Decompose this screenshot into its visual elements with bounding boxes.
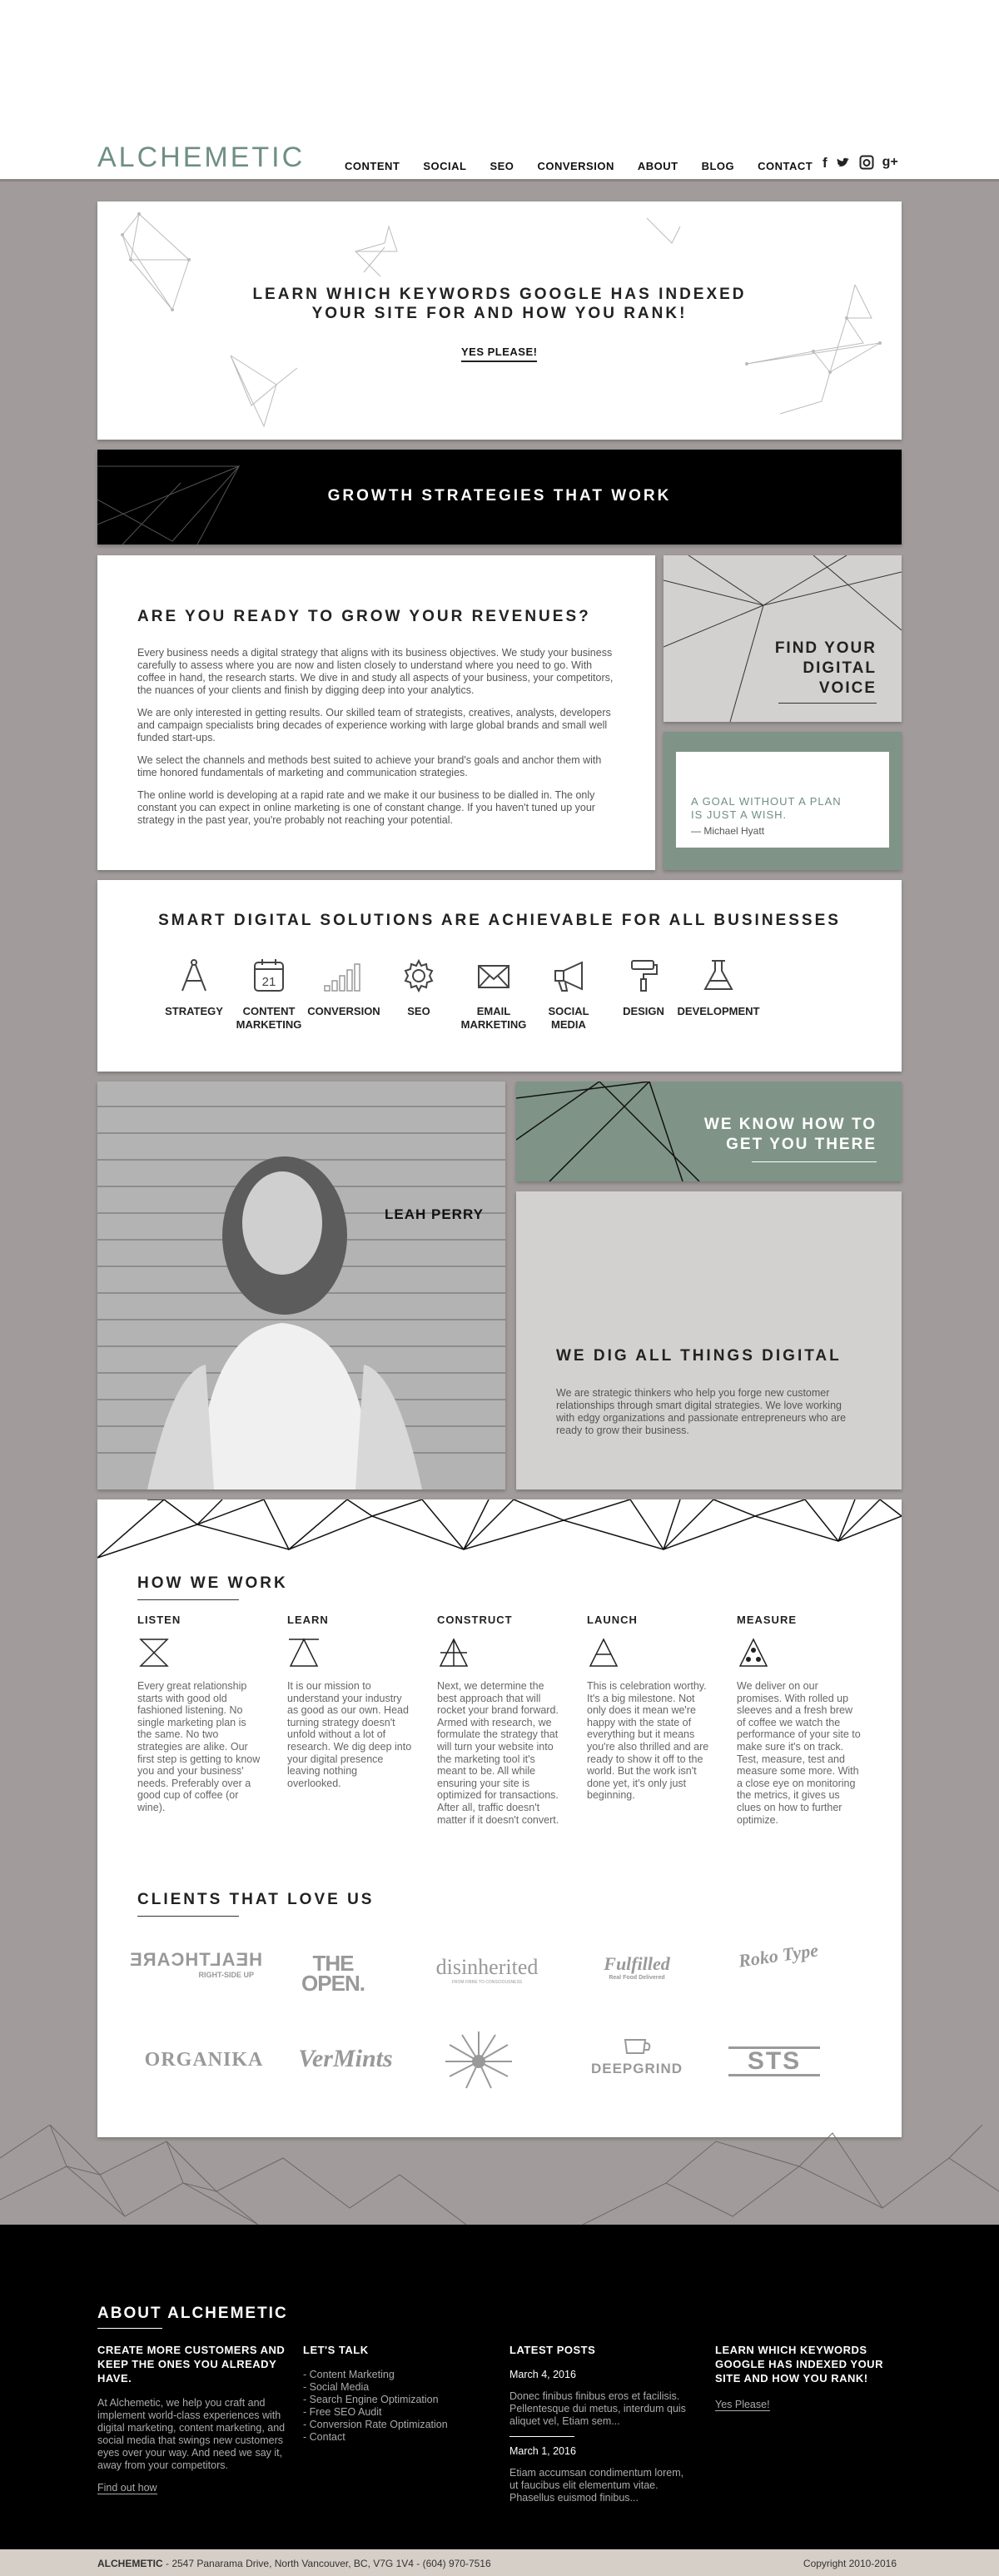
how-title: HOW WE WORK bbox=[137, 1574, 288, 1592]
brick-wall-background bbox=[97, 1082, 505, 1489]
megaphone-icon bbox=[550, 957, 587, 994]
post-excerpt[interactable]: Donec finibus finibus eros et facilisis. Pellentesque dui metus, interdum quis aliquet vel, Etiam sem... bbox=[509, 2390, 686, 2427]
step-title: LAUNCH bbox=[587, 1614, 638, 1626]
google-plus-icon[interactable]: g+ bbox=[882, 155, 898, 169]
client-logo bbox=[728, 2046, 820, 2076]
voice-line1: FIND YOUR bbox=[774, 639, 877, 657]
client-name: HEALTHCARE bbox=[129, 1949, 262, 1970]
revenue-section bbox=[97, 555, 655, 870]
step-title: CONSTRUCT bbox=[437, 1614, 513, 1626]
client-name: Fulfilled bbox=[604, 1953, 670, 1974]
clients-title: CLIENTS THAT LOVE US bbox=[137, 1891, 375, 1908]
talk-link[interactable]: - Content Marketing bbox=[303, 2369, 486, 2381]
envelope-icon bbox=[475, 957, 512, 994]
client-logo bbox=[137, 2049, 271, 2071]
talk-heading: LET'S TALK bbox=[303, 2344, 369, 2356]
know-how-panel bbox=[516, 1082, 902, 1181]
know-line1: WE KNOW HOW TO bbox=[703, 1116, 877, 1133]
revenue-paragraph: We are only interested in getting results. Our skilled team of strategists, creatives, analysts, developers and campaign specialists bring decades of experience working with large global brands and small well funded start-ups. bbox=[137, 707, 611, 743]
nav-seo[interactable]: SEO bbox=[490, 160, 514, 172]
footer-col-learn bbox=[715, 2343, 898, 2412]
person-name: LEAH PERRY bbox=[385, 1206, 484, 1222]
revenue-title: ARE YOU READY TO GROW YOUR REVENUES? bbox=[137, 608, 591, 625]
solutions-section bbox=[97, 880, 902, 1072]
clients-logos bbox=[129, 1939, 862, 2095]
step-listen bbox=[137, 1614, 262, 1814]
instagram-icon[interactable] bbox=[859, 155, 874, 170]
quote-line2: IS JUST A WISH. bbox=[691, 808, 788, 821]
step-measure bbox=[737, 1614, 862, 1826]
step-text: We deliver on our promises. With rolled up sleeves and a fresh brew of coffee we watch the performance of your site to make sure it's on track. Test, measure, test and measure some more. With a close eye on monitoring the metrics, it gives us clues on how to further optimize. bbox=[737, 1680, 861, 1826]
footer-col-posts bbox=[509, 2343, 693, 2504]
client-name: Roko Type bbox=[737, 1939, 820, 1972]
service-seo[interactable] bbox=[377, 957, 460, 1018]
service-strategy[interactable] bbox=[152, 957, 236, 1018]
step-text: Every great relationship starts with good old fashioned listening. No single marketing plan is the same. No two strategies are alike. Our first step is getting to know you and your business' needs. Preferably over a good cup of coffee (or wine). bbox=[137, 1680, 261, 1813]
nav-blog[interactable]: BLOG bbox=[701, 160, 735, 172]
dig-title: WE DIG ALL THINGS DIGITAL bbox=[556, 1347, 842, 1365]
quote-author: — Michael Hyatt bbox=[691, 825, 765, 837]
gear-icon bbox=[400, 957, 437, 994]
client-logo bbox=[728, 1939, 828, 1972]
step-title: MEASURE bbox=[737, 1614, 798, 1626]
step-launch bbox=[587, 1614, 712, 1802]
step-construct bbox=[437, 1614, 562, 1826]
triangle-dots-icon bbox=[737, 1636, 770, 1668]
triangle-line-icon bbox=[287, 1636, 321, 1668]
nav-contact[interactable]: CONTACT bbox=[758, 160, 813, 172]
facebook-icon[interactable]: f bbox=[823, 155, 828, 171]
calendar-day: 21 bbox=[261, 975, 276, 989]
service-label: SEO bbox=[407, 1005, 430, 1017]
bottom-address: - 2547 Panarama Drive, North Vancouver, BC, V7G 1V4 - (604) 970-7516 bbox=[162, 2558, 491, 2569]
revenue-paragraph: We select the channels and methods best suited to achieve your brand's goals and anchor them with time honored fundamentals of marketing and communication strategies. bbox=[137, 754, 602, 778]
client-logo bbox=[283, 2045, 408, 2073]
about-heading: CREATE MORE CUSTOMERS AND KEEP THE ONES YOU ALREADY HAVE. bbox=[97, 2344, 286, 2385]
service-label: CONVERSION bbox=[307, 1005, 380, 1017]
service-label-2: MEDIA bbox=[551, 1018, 586, 1031]
nav-about[interactable]: ABOUT bbox=[637, 160, 678, 172]
about-text: At Alchemetic, we help you craft and implement world-class experiences with digital marketing, content marketing, and social media that swings new customers eyes over your way. And need we say it, away from your competitors. bbox=[97, 2397, 286, 2471]
service-design[interactable] bbox=[602, 957, 685, 1018]
revenue-paragraph: The online world is developing at a rapid rate and we make it our business to be dialled in. The only constant you can expect in online marketing is one of constant change. If you haven't tuned up your strategy in the past year, you're probably not reaching your potential. bbox=[137, 789, 595, 826]
triangle-cross-icon bbox=[437, 1636, 470, 1668]
how-we-work-section bbox=[97, 1499, 902, 2137]
voice-underline bbox=[778, 703, 877, 704]
main-nav bbox=[345, 160, 836, 172]
talk-link[interactable]: - Contact bbox=[303, 2431, 486, 2444]
client-name: STS bbox=[728, 2046, 820, 2076]
client-name: ORGANIKA bbox=[144, 2049, 264, 2071]
client-logo bbox=[587, 2036, 687, 2077]
voice-line2: DIGITAL bbox=[803, 659, 877, 677]
site-footer bbox=[0, 2225, 999, 2558]
learn-link[interactable]: Yes Please! bbox=[715, 2399, 770, 2410]
talk-link[interactable]: - Search Engine Optimization bbox=[303, 2394, 486, 2406]
talk-link[interactable]: - Free SEO Audit bbox=[303, 2406, 486, 2419]
post-date: March 4, 2016 bbox=[509, 2369, 576, 2380]
client-name: disinherited bbox=[435, 1955, 539, 1979]
coffee-cup-icon bbox=[620, 2036, 654, 2056]
know-underline bbox=[752, 1161, 877, 1162]
service-label: STRATEGY bbox=[165, 1005, 223, 1017]
client-sub: RIGHT-SIDE UP bbox=[198, 1971, 254, 1979]
copyright: Copyright 2010-2016 bbox=[803, 2558, 897, 2569]
dig-text: We are strategic thinkers who help you forge new customer relationships through smart digital strategies. We love working with edgy organizations and passionate entrepreneurs who are ready to grow their business. bbox=[556, 1387, 847, 1436]
post-date: March 1, 2016 bbox=[509, 2445, 576, 2457]
client-logo bbox=[412, 1955, 562, 1985]
footer-title-underline bbox=[97, 2328, 162, 2329]
know-line2: GET YOU THERE bbox=[726, 1136, 877, 1153]
post-excerpt[interactable]: Etiam accumsan condimentum lorem, ut faucibus elit elementum vitae. Phasellus euismod finibus... bbox=[509, 2467, 684, 2504]
logo[interactable]: ALCHEMETIC bbox=[97, 142, 306, 173]
hero-title-line2: YOUR SITE FOR AND HOW YOU RANK! bbox=[311, 305, 688, 322]
team-photo bbox=[97, 1082, 505, 1489]
geometric-lines-decoration bbox=[97, 1499, 902, 1566]
step-title: LISTEN bbox=[137, 1614, 181, 1626]
compass-icon bbox=[177, 957, 211, 994]
dig-digital-panel bbox=[516, 1191, 902, 1489]
nav-content[interactable]: CONTENT bbox=[345, 160, 400, 172]
flask-icon bbox=[700, 957, 737, 994]
talk-link[interactable]: - Social Media bbox=[303, 2381, 486, 2394]
growth-banner bbox=[97, 450, 902, 545]
service-conversion[interactable] bbox=[302, 957, 385, 1018]
bottom-bar bbox=[0, 2549, 999, 2576]
service-label: DESIGN bbox=[623, 1005, 664, 1017]
site-header bbox=[0, 138, 999, 182]
post-divider bbox=[509, 2436, 574, 2437]
client-name: VerMints bbox=[298, 2045, 393, 2072]
client-logo bbox=[579, 1953, 695, 1981]
service-label: EMAIL bbox=[476, 1005, 511, 1017]
client-logo bbox=[283, 1951, 383, 1996]
step-learn bbox=[287, 1614, 412, 1789]
paint-roller-icon bbox=[625, 957, 662, 994]
service-label-2: MARKETING bbox=[236, 1018, 302, 1031]
step-title: LEARN bbox=[287, 1614, 329, 1626]
growth-title: GROWTH STRATEGIES THAT WORK bbox=[327, 487, 672, 505]
revenue-paragraph: Every business needs a digital strategy that aligns with its business objectives. We study your business carefully to assess where you are now and listen closely to understand where you need to go. With coffee in hand, the research starts. We dive in and study all aspects of your business, your competitors, the nuances of your clients and finish by digging deep into your analytics. bbox=[137, 647, 614, 696]
hero-cta-link[interactable]: YES PLEASE! bbox=[461, 346, 537, 362]
learn-heading: LEARN WHICH KEYWORDS GOOGLE HAS INDEXED YOUR SITE AND HOW YOU RANK! bbox=[715, 2344, 883, 2385]
keyword-hero bbox=[97, 201, 902, 440]
service-email-marketing[interactable] bbox=[452, 957, 535, 1032]
digital-voice-panel bbox=[664, 555, 902, 722]
footer-title: ABOUT ALCHEMETIC bbox=[97, 2305, 288, 2322]
triangle-split-icon bbox=[587, 1636, 620, 1668]
social-links bbox=[823, 155, 898, 172]
client-name: DEEPGRIND bbox=[590, 2061, 683, 2076]
nav-social[interactable]: SOCIAL bbox=[423, 160, 467, 172]
how-title-underline bbox=[137, 1599, 239, 1600]
hero-title-line1: LEARN WHICH KEYWORDS GOOGLE HAS INDEXED bbox=[252, 286, 747, 303]
about-link[interactable]: Find out how bbox=[97, 2482, 157, 2494]
network-lines-decoration bbox=[0, 2125, 999, 2225]
bar-chart-icon bbox=[323, 957, 365, 994]
bottom-brand: ALCHEMETIC bbox=[97, 2558, 163, 2569]
client-sub: FROM FIBRE TO CONSCIOUSNESS bbox=[451, 1980, 523, 1985]
talk-link[interactable]: - Conversion Rate Optimization bbox=[303, 2419, 486, 2431]
posts-heading: LATEST POSTS bbox=[509, 2344, 596, 2356]
service-label: DEVELOPMENT bbox=[677, 1005, 760, 1017]
client-logo bbox=[129, 1949, 262, 1979]
clients-title-underline bbox=[137, 1916, 239, 1917]
service-label: SOCIAL bbox=[548, 1005, 589, 1017]
step-text: It is our mission to understand your industry as good as our own. Head turning strategy doesn't unfold without a lot of research. We dig deep into your digital presence leaving nothing overlooked. bbox=[287, 1680, 412, 1789]
double-triangle-icon bbox=[137, 1636, 171, 1668]
quote-panel bbox=[664, 732, 902, 870]
service-development[interactable] bbox=[677, 957, 760, 1018]
client-sub: Real Food Delivered bbox=[609, 1975, 665, 1981]
service-social-media[interactable] bbox=[527, 957, 610, 1032]
nav-conversion[interactable]: CONVERSION bbox=[537, 160, 614, 172]
footer-col-about bbox=[97, 2343, 289, 2495]
twitter-icon[interactable] bbox=[836, 155, 851, 170]
solutions-title: SMART DIGITAL SOLUTIONS ARE ACHIEVABLE FOR ALL BUSINESSES bbox=[158, 912, 841, 929]
service-label: CONTENT bbox=[242, 1005, 296, 1017]
quote-line1: A GOAL WITHOUT A PLAN bbox=[691, 795, 842, 808]
service-content-marketing[interactable] bbox=[227, 957, 311, 1032]
calendar-icon bbox=[252, 957, 286, 994]
service-label-2: MARKETING bbox=[460, 1018, 527, 1031]
client-name: THE OPEN. bbox=[301, 1951, 365, 1996]
sunburst-logo-icon bbox=[441, 2028, 516, 2095]
step-text: This is celebration worthy. It's a big milestone. Not only does it mean we're happy with the state of everything but it means you're also thrilled and are ready to show it off to the world. But the work isn't done yet, it's only just beginning. bbox=[587, 1680, 709, 1802]
step-text: Next, we determine the best approach that will rocket your brand forward. Armed with research, we formulate the strategy that will turn your website into the marketing tool it's meant to be. All while ensuring your site is optimized for transactions. After all, traffic doesn't matter if it doesn't convert. bbox=[437, 1680, 559, 1826]
voice-line3: VOICE bbox=[818, 679, 877, 697]
footer-col-talk bbox=[303, 2343, 486, 2444]
